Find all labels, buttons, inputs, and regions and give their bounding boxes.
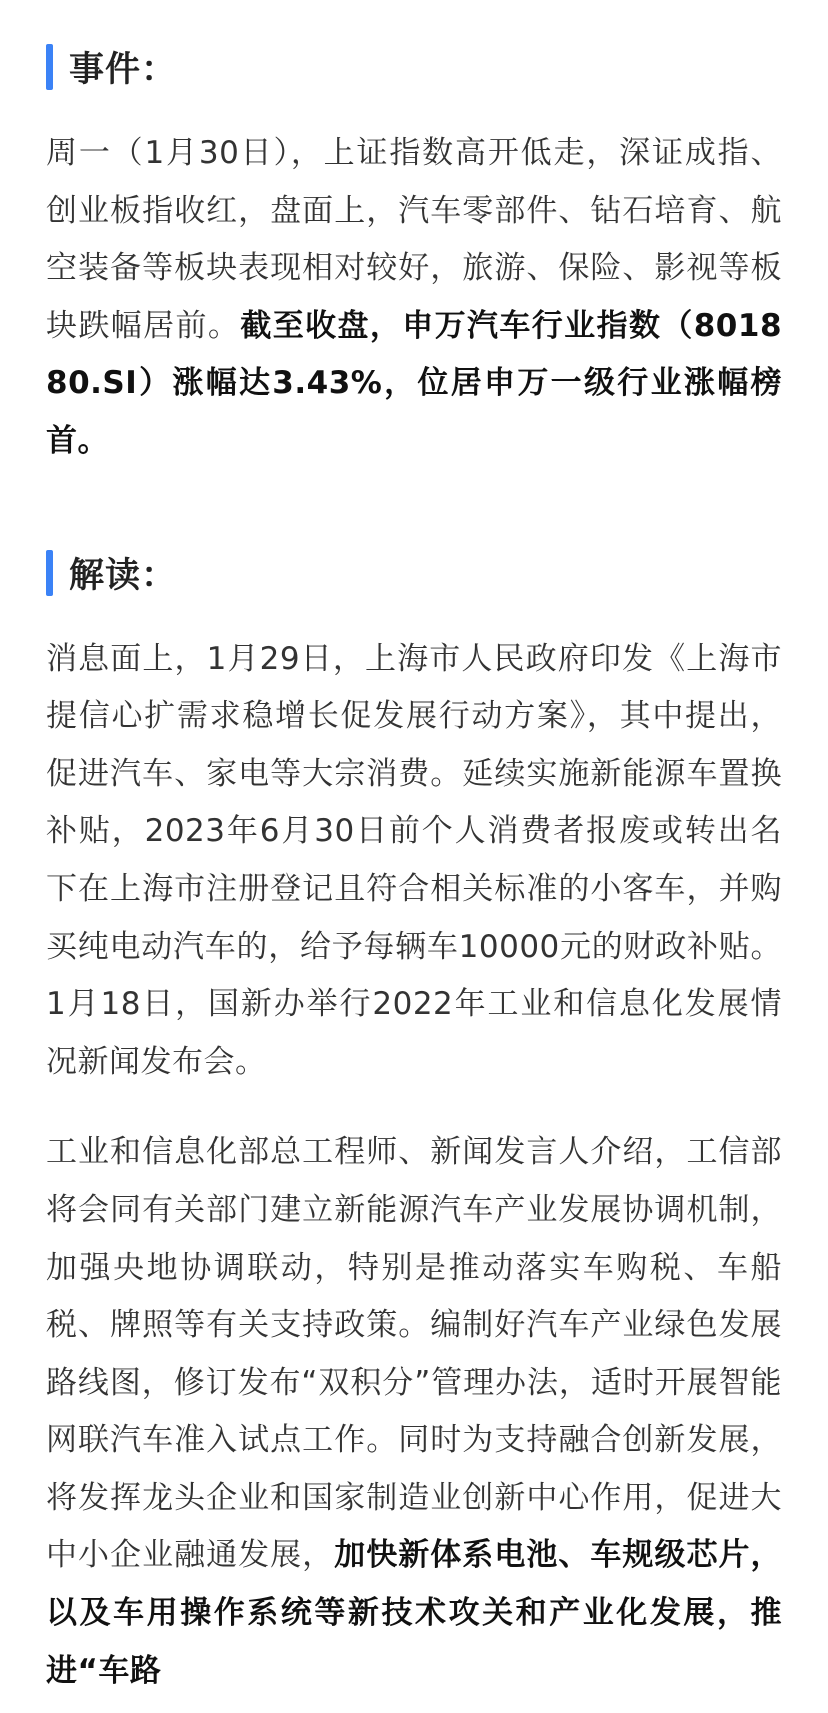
heading-accent-bar (46, 44, 53, 90)
event-paragraph-bold: 截至收盘，申万汽车行业指数（801880.SI）涨幅达3.43%，位居申万一级行业涨幅榜首。 (46, 307, 783, 459)
section-heading-event (46, 37, 782, 97)
event-paragraph (46, 125, 782, 471)
heading-accent-bar (46, 550, 53, 596)
event-paragraph-normal: 周一（1月30日），上证指数高开低走，深证成指、创业板指收红，盘面上，汽车零部件、钻石培育、航空装备等板块表现相对较好，旅游、保险、影视等板块跌幅居前。 (46, 135, 782, 344)
section-heading-reading (46, 543, 782, 603)
heading-text-event: 事件： (69, 50, 178, 90)
reading-paragraph-2-bold: 加快新体系电池、车规级芯片，以及车用操作系统等新技术攻关和产业化发展，推进“车路 (46, 1537, 783, 1689)
reading-paragraph-2 (46, 1124, 782, 1700)
article (0, 37, 828, 1713)
reading-paragraph-1: 消息面上，1月29日，上海市人民政府印发《上海市提信心扩需求稳增长促发展行动方案》，其中提出，促进汽车、家电等大宗消费。延续实施新能源车置换补贴，2023年6月30日前个人消费者报废或转出名下在上海市注册登记且符合相关标准的小客车，并购买纯电动汽车的，给予每辆车10000元的财政补贴。1月18日，国新办举行2022年工业和信息化发展情况新闻发布会。 (46, 640, 782, 1080)
reading-paragraph-2-normal: 工业和信息化部总工程师、新闻发言人介绍，工信部将会同有关部门建立新能源汽车产业发展协调机制，加强央地协调联动，特别是推动落实车购税、车船税、牌照等有关支持政策。编制好汽车产业绿色发展路线图，修订发布“双积分”管理办法，适时开展智能网联汽车准入试点工作。同时为支持融合创新发展，将发挥龙头企业和国家制造业创新中心作用，促进大中小企业融通发展， (46, 1134, 782, 1574)
heading-text-reading: 解读： (69, 555, 178, 596)
